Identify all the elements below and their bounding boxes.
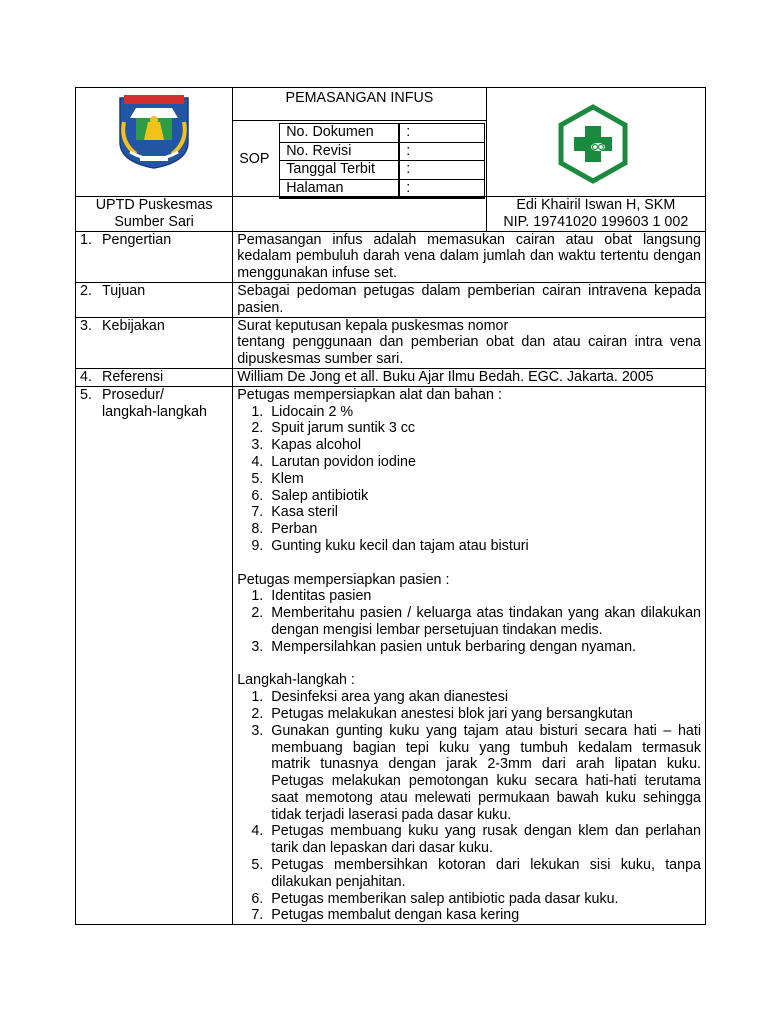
organization-cell (76, 197, 233, 232)
list-item: 1. Desinfeksi area yang akan dianestesi (267, 689, 701, 706)
text-tujuan: Sebagai pedoman petugas dalam pemberian cairan intravena kepada pasien. (233, 282, 706, 317)
list-item: 6. Petugas memberikan salep antibiotic pada dasar kuku. (267, 891, 701, 908)
text-referensi: William De Jong et all. Buku Ajar Ilmu Bedah. EGC. Jakarta. 2005 (233, 368, 706, 386)
list-item: 9. Gunting kuku kecil dan tajam atau bisturi (267, 538, 701, 555)
list-item: 3. Kapas alcohol (267, 437, 701, 454)
signer-nip: NIP. 19741020 199603 1 002 (503, 213, 689, 230)
sop-row-tanggal-terbit: Tanggal Terbit : (279, 160, 485, 179)
list-item: 6. Salep antibiotik (267, 488, 701, 505)
label-kebijakan: 3. Kebijakan (76, 317, 233, 368)
text-prosedur (233, 386, 706, 925)
empty-cell (233, 197, 486, 232)
pasien-list (237, 588, 701, 655)
label-referensi: 4. Referensi (76, 368, 233, 386)
list-item: 2. Petugas melakukan anestesi blok jari yang bersangkutan (267, 706, 701, 723)
sop-row-no-dokumen: No. Dokumen : (279, 123, 485, 142)
list-item: 4. Petugas membuang kuku yang rusak dengan klem dan perlahan tarik dan lepaskan dari dasar kuku. (267, 823, 701, 857)
alat-list (237, 404, 701, 555)
document-title: PEMASANGAN INFUS (285, 90, 434, 106)
label-prosedur: 5. Prosedur/ langkah-langkah (76, 386, 233, 925)
list-item: 7. Petugas membalut dengan kasa kering (267, 907, 701, 924)
puskesmas-logo-cell (486, 88, 705, 197)
list-item: 1. Lidocain 2 % (267, 404, 701, 421)
text-pengertian: Pemasangan infus adalah memasukan cairan atau obat langsung kedalam pembuluh darah vena dalam jumlah dan waktu tertentu dengan menggunakan infuse set. (233, 231, 706, 282)
puskesmas-logo-icon (557, 104, 629, 184)
sop-table (75, 87, 706, 925)
list-item: 2. Spuit jarum suntik 3 cc (267, 420, 701, 437)
list-item: 1. Identitas pasien (267, 588, 701, 605)
sop-metadata-box (279, 123, 485, 199)
signer-cell (486, 197, 705, 232)
organization-line-2: Sumber Sari (114, 213, 194, 230)
sop-row-no-revisi: No. Revisi : (279, 142, 485, 161)
langkah-intro: Langkah-langkah : (237, 672, 355, 689)
label-tujuan: 2. Tujuan (76, 282, 233, 317)
sop-row-halaman: Halaman : (279, 179, 485, 200)
list-item: 5. Klem (267, 471, 701, 488)
regency-emblem-icon (116, 92, 192, 170)
sop-document (75, 87, 706, 925)
langkah-list (237, 689, 701, 924)
list-item: 3. Mempersilahkan pasien untuk berbaring dengan nyaman. (267, 639, 701, 656)
list-item: 3. Gunakan gunting kuku yang tajam atau bisturi secara hati – hati membuang bagian tepi kuku yang tumbuh kedalam termasuk matrik tunasnya dengan jarak 2-3mm dari arah lipatan kuku. Petugas melakukan pemotongan kuku secara hati-hati terutama saat memotong atau melewati permukaan bawah kuku sehingga tidak terjadi laserasi pada dasar kuku. (267, 723, 701, 824)
list-item: 5. Petugas membersihkan kotoran dari lekukan sisi kuku, tanpa dilakukan penjahitan. (267, 857, 701, 891)
label-pengertian: 1. Pengertian (76, 231, 233, 282)
list-item: 8. Perban (267, 521, 701, 538)
list-item: 4. Larutan povidon iodine (267, 454, 701, 471)
text-kebijakan: Surat keputusan kepala puskesmas nomor tentang penggunaan dan pemberian obat dan atau cairan intra vena dipuskesmas sumber sari. (233, 317, 706, 368)
title-cell (233, 88, 486, 197)
organization-line-1: UPTD Puskesmas (95, 197, 213, 213)
list-item: 7. Kasa steril (267, 504, 701, 521)
signer-name: Edi Khairil Iswan H, SKM (516, 197, 676, 213)
pasien-intro: Petugas mempersiapkan pasien : (237, 571, 450, 588)
regency-logo-cell (76, 88, 233, 197)
sop-label: SOP (239, 151, 270, 167)
list-item: 2. Memberitahu pasien / keluarga atas tindakan yang akan dilakukan dengan mengisi lembar persetujuan tindakan medis. (267, 605, 701, 639)
alat-intro: Petugas mempersiapkan alat dan bahan : (237, 386, 502, 403)
